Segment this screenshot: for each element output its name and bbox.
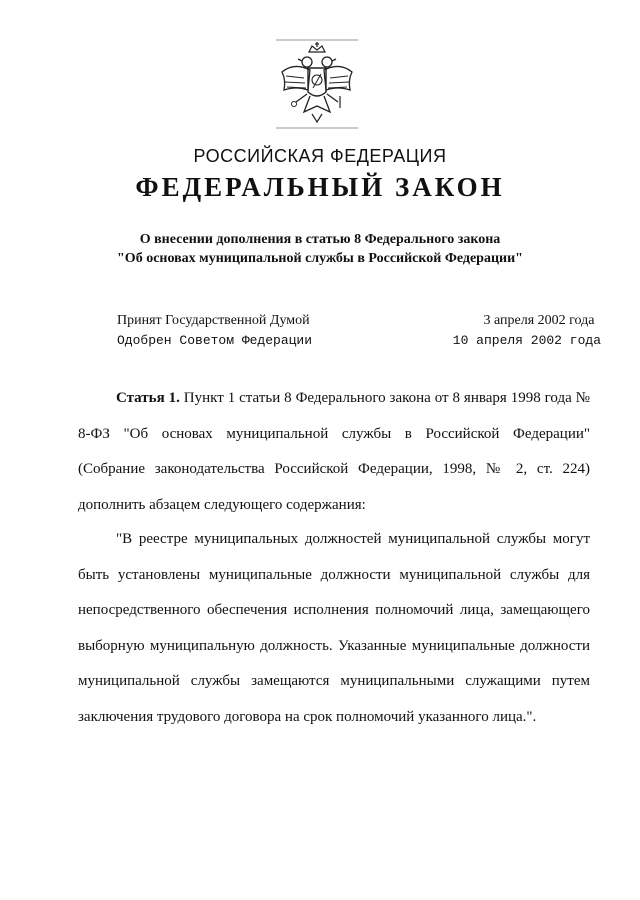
duma-adoption-label: Принят Государственной Думой: [117, 313, 310, 328]
article-1-paragraph: [78, 381, 590, 523]
duma-adoption-date: 3 апреля 2002 года: [483, 313, 595, 328]
council-approval-row: [117, 331, 601, 351]
country-name: РОССИЙСКАЯ ФЕДЕРАЦИЯ: [193, 146, 447, 166]
law-subject-title: [0, 230, 640, 268]
article-quote-paragraph: [78, 522, 590, 736]
council-approval-label: Одобрен Советом Федерации: [117, 333, 313, 348]
duma-adoption-row: [117, 311, 601, 331]
subject-line-1: О внесении дополнения в статью 8 Федерального закона: [139, 232, 501, 247]
subject-line-2: "Об основах муниципальной службы в Российской Федерации": [117, 251, 523, 266]
article-quote-text: "В реестре муниципальных должностей муниципальной службы могут быть установлены муниципальные должности муниципальной службы для непосредственного обеспечения исполнения полномочий лица, замещающего выборную муниципальную должность. Указанные муниципальные должности муниципальной службы замещаются муниципальными служащими путем заключения трудового договора на срок полномочий указанного лица.".: [78, 531, 590, 725]
council-approval-date: 10 апреля 2002 года: [452, 333, 601, 348]
article-text: Пункт 1 статьи 8 Федерального закона от 8 января 1998 года № 8-ФЗ "Об основах муниципальной службы в Российской Федерации" (Собрание законодательства Российской Федерации, 1998, № 2, ст. 224) дополнить абзацем следующего содержания:: [78, 390, 590, 513]
article-label: Статья 1.: [116, 390, 180, 406]
document-type-title: ФЕДЕРАЛЬНЫЙ ЗАКОН: [135, 172, 505, 202]
coat-of-arms-icon: [274, 38, 360, 130]
